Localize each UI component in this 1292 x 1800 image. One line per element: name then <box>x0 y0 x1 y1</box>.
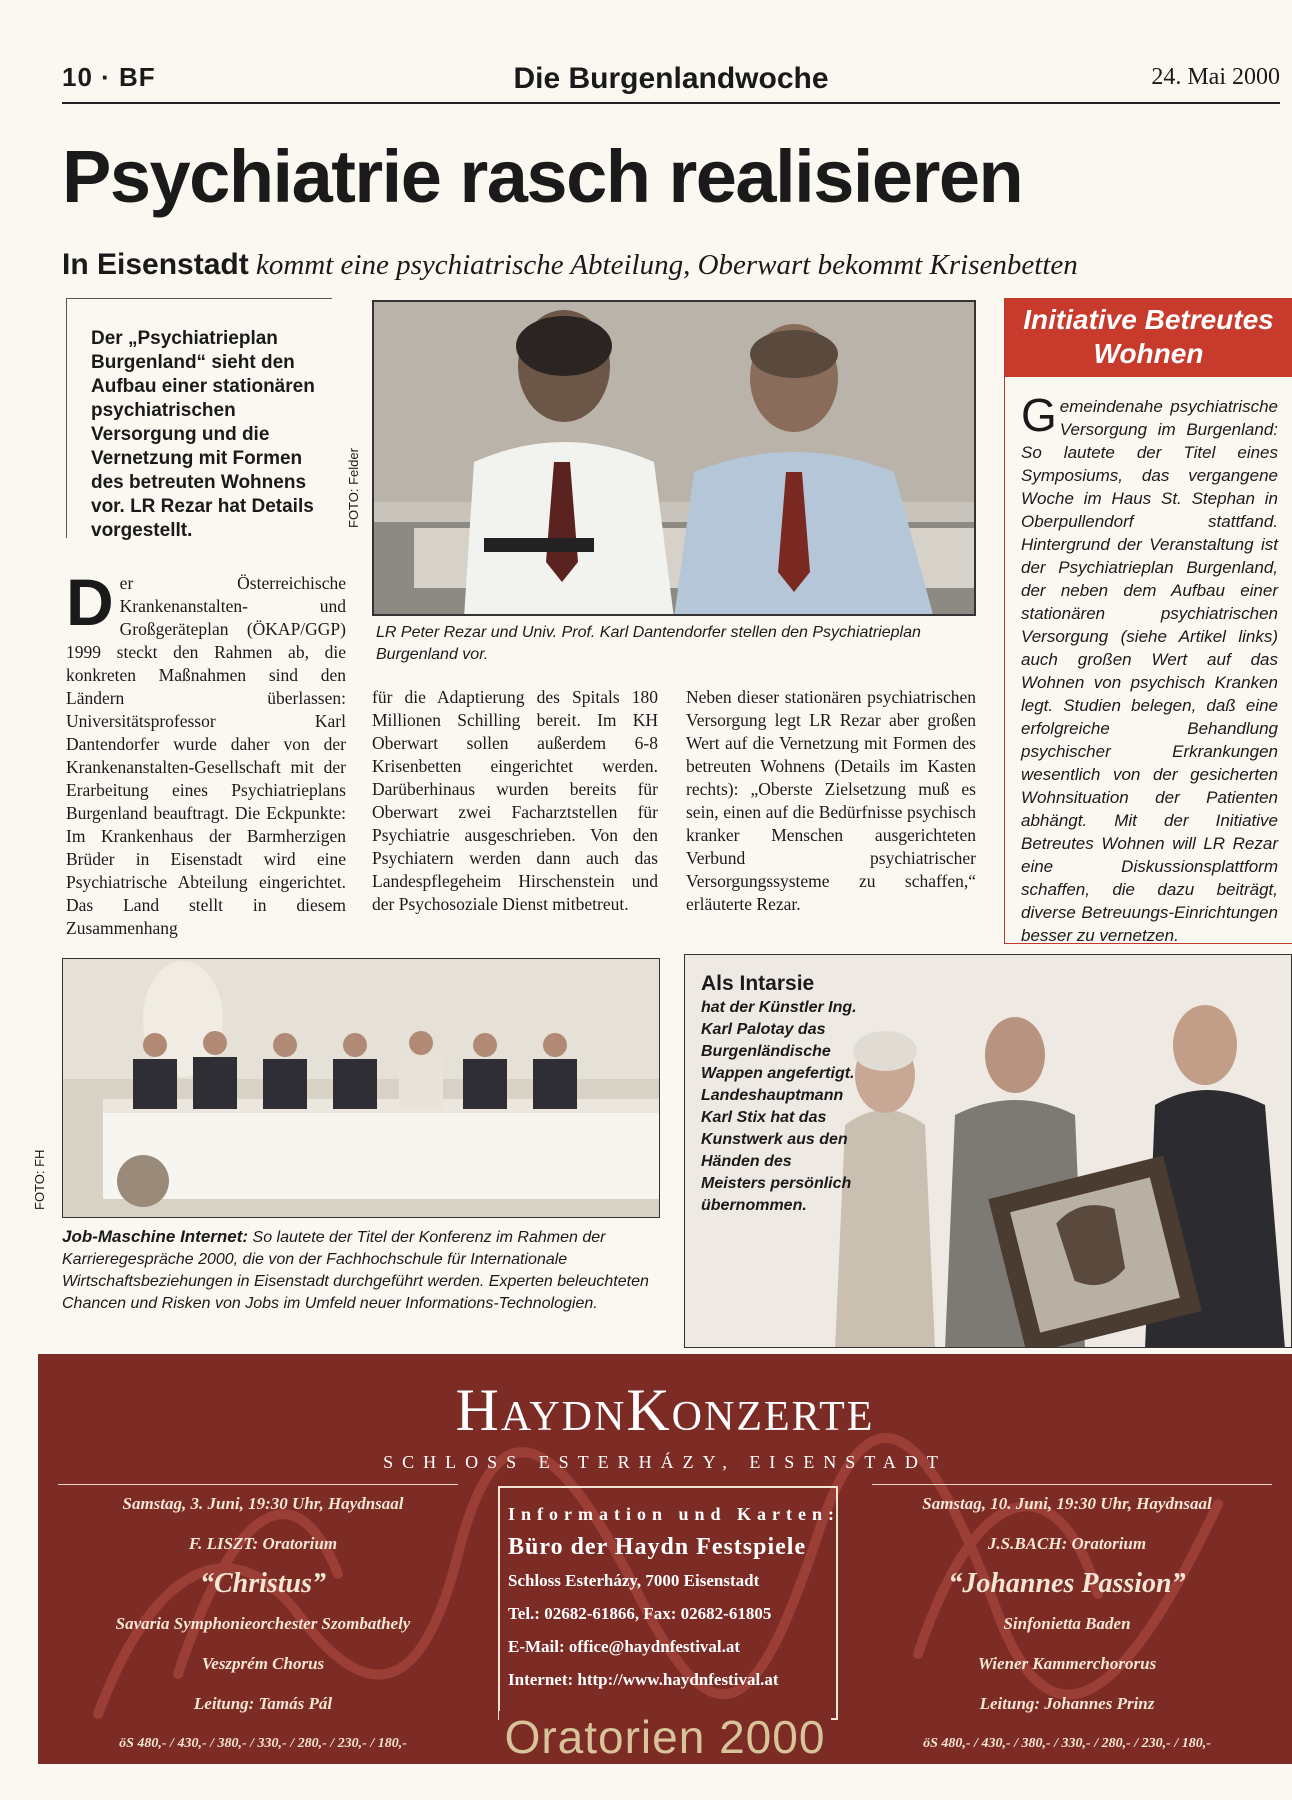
ad-tagline-text: Oratorien 2000 <box>499 1711 832 1763</box>
sidebar-body <box>1005 377 1292 947</box>
right-date: Samstag, 10. Juni, 19:30 Uhr, Haydnsaal <box>922 1494 1212 1513</box>
article-headline: Psychiatrie rasch realisieren <box>62 135 1023 218</box>
ad-title: HaydnKonzerte <box>455 1377 875 1443</box>
photo-rezar-dantendorfer <box>372 300 976 616</box>
page-number: 10 · BF <box>62 62 156 92</box>
ad-tagline <box>38 1711 1292 1763</box>
sidebar-dropcap: G <box>1021 389 1057 441</box>
info-heading: Information und Karten: <box>508 1504 841 1524</box>
article-column-1 <box>66 565 346 940</box>
photo2-caption <box>62 1226 662 1315</box>
left-composer: F. LISZT: Oratorium <box>188 1534 338 1553</box>
left-conductor: Leitung: Tamás Pál <box>193 1694 333 1713</box>
photo3-caption-text: hat der Künstler Ing. Karl Palotay das Burgenländische Wappen angefertigt. Landeshauptmann Karl Stix hat das Kunstwerk aus den Händen des Meisters persönlich übernommen. <box>701 999 857 1214</box>
sidebar-box <box>1004 298 1292 944</box>
photo-conference <box>62 958 660 1218</box>
left-date: Samstag, 3. Juni, 19:30 Uhr, Haydnsaal <box>122 1494 404 1513</box>
info-address: Schloss Esterházy, 7000 Eisenstadt <box>508 1571 760 1590</box>
right-orchestra: Sinfonietta Baden <box>1003 1614 1131 1633</box>
right-conductor: Leitung: Johannes Prinz <box>979 1694 1155 1713</box>
photo2-caption-text: So lautete der Titel der Konferenz im Rahmen der Karrieregespräche 2000, die von der Fachhochschule für Internationale Wirtschaftsbeziehungen in Eisenstadt durchgeführt werden. Experten beleuchteten Chancen und Risken von Jobs im Umfeld neuer Informations-Technologien. <box>62 1229 649 1312</box>
left-choir: Veszprém Chorus <box>201 1654 325 1673</box>
left-work: “Christus” <box>199 1568 327 1599</box>
left-orchestra: Savaria Symphonieorchester Szombathely <box>115 1614 411 1633</box>
right-composer: J.S.BACH: Oratorium <box>987 1534 1147 1553</box>
subline-text: kommt eine psychiatrische Abteilung, Oberwart bekommt Krisenbetten <box>248 249 1078 281</box>
left-prices: öS 480,- / 430,- / 380,- / 330,- / 280,- / 230,- / 180,- <box>119 1736 407 1751</box>
column-1-text: er Österreichische Krankenanstalten- und Großgeräteplan (ÖKAP/GGP) 1999 steckt den Rahmen ab, die konkreten Maßnahmen sind den Ländern überlassen: Universitätsprofessor Karl Dantendorfer wurde daher von der Krankenanstalten-Gesellschaft mit der Erarbeitung eines Psychiatrieplans Burgenland beauftragt. Die Eckpunkte: Im Krankenhaus der Barmherzigen Brüder in Eisenstadt wird eine Psychiatrische Abteilung eingerichtet. Das Land stellt in diesem Zusammenhang <box>66 573 346 938</box>
article-subline <box>62 248 1292 282</box>
photo3-caption-title: Als Intarsie <box>701 972 815 995</box>
photo-illustration <box>374 302 976 616</box>
right-work: “Johannes Passion” <box>948 1568 1186 1599</box>
article-column-2: für die Adaptierung des Spitals 180 Millionen Schilling bereit. Im KH Oberwart sollen außerdem 6-8 Krisenbetten eingerichtet werden. Darüberhinaus wurden bereits für Oberwart zwei Facharztstellen für Psychiatrie ausgeschrieben. Von den Psychiatern werden dann auch das Landespflegeheim Hirschenstein und der Psychosoziale Dienst mitbetreut. <box>372 687 658 914</box>
photo-credit: FOTO: Felder <box>346 448 361 528</box>
issue-date: 24. Mai 2000 <box>1151 64 1280 90</box>
right-prices: öS 480,- / 430,- / 380,- / 330,- / 280,- / 230,- / 180,- <box>923 1736 1211 1751</box>
conference-illustration <box>63 959 660 1218</box>
subline-location: In Eisenstadt <box>62 248 249 281</box>
page-header <box>62 62 1280 104</box>
info-email: E-Mail: office@haydnfestival.at <box>508 1637 741 1656</box>
right-choir: Wiener Kammerchororus <box>977 1654 1157 1673</box>
photo-caption: LR Peter Rezar und Univ. Prof. Karl Dantendorfer stellen den Psychiatrieplan Burgenland vor. <box>376 624 921 663</box>
photo2-credit: FOTO: FH <box>32 1149 47 1210</box>
photo-intarsie <box>684 954 1292 1348</box>
sidebar-text: emeindenahe psychiatrische Versorgung im Burgenland: So lautete der Titel eines Symposiums, das vergangene Woche im Haus St. Stephan in Oberpullendorf stattfand. Hintergrund der Veranstaltung ist der Psychiatrieplan Burgenland, der neben dem Aufbau einer stationären psychiatrischen Versorgung (siehe Artikel links) auch großen Wert auf das Wohnen von psychisch Kranken legt. Studien belegen, daß eine erfolgreiche Behandlung psychischer Erkrankungen wesentlich von der gesicherten Wohnsituation der Patienten abhängt. Mit der Initiative Betreutes Wohnen will LR Rezar eine Diskussionsplattform schaffen, die dazu beiträgt, diverse Betreuungs-Einrichtungen besser zu vernetzen. <box>1021 397 1278 945</box>
ad-subtitle: SCHLOSS ESTERHÁZY, EISENSTADT <box>383 1452 947 1472</box>
article-column-3: Neben dieser stationären psychiatrischen Versorgung legt LR Rezar aber großen Wert auf die Vernetzung mit Formen des betreuten Wohnens (Details im Kasten rechts): „Oberste Zielsetzung muß es sein, einen auf die Bedürfnisse psychisch kranker Menschen ausgerichteten Verbund psychiatrischer Versorgungssysteme zu schaffen,“ erläuterte Rezar. <box>686 687 976 914</box>
info-phone: Tel.: 02682-61866, Fax: 02682-61805 <box>508 1604 772 1623</box>
newspaper-name: Die Burgenlandwoche <box>513 62 829 95</box>
dropcap: D <box>66 565 114 639</box>
info-internet: Internet: http://www.haydnfestival.at <box>508 1670 779 1689</box>
sidebar-title: Initiative Betreutes Wohnen <box>1005 299 1292 377</box>
info-office: Büro der Haydn Festspiele <box>508 1534 807 1560</box>
haydn-concert-ad <box>38 1354 1292 1764</box>
ad-info-box <box>498 1486 841 1720</box>
photo3-caption <box>701 971 861 1217</box>
photo2-caption-lead: Job-Maschine Internet: <box>62 1227 249 1246</box>
article-intro: Der „Psychiatrieplan Burgenland“ sieht den Aufbau einer stationären psychiatrischen Versorgung und die Vernetzung mit Formen des betreuten Wohnens vor. LR Rezar hat Details vorgestellt. <box>66 298 332 538</box>
